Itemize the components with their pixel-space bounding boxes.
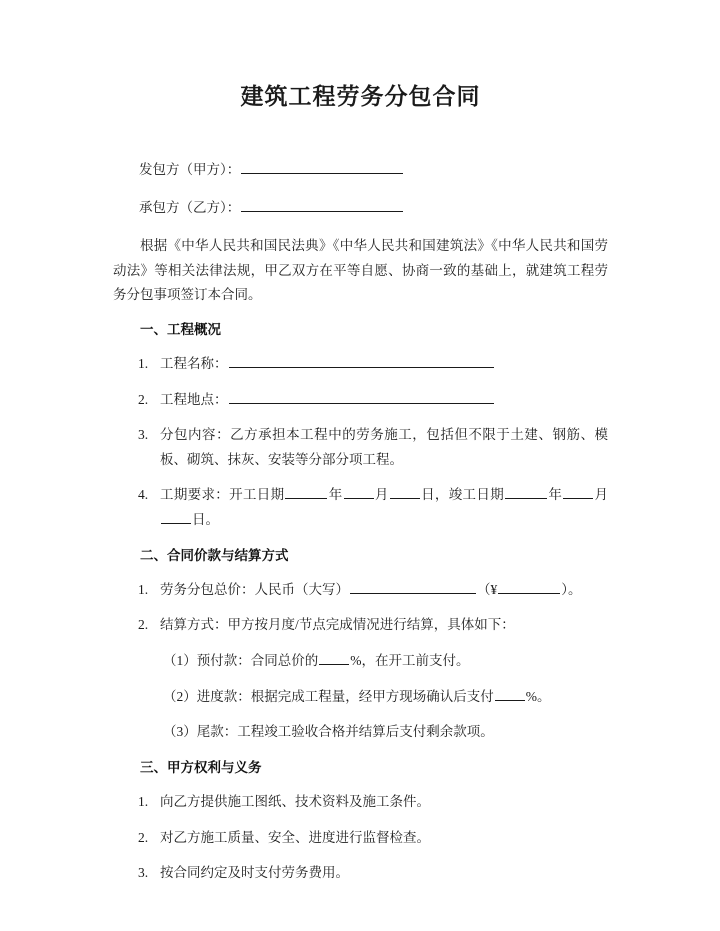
item-text [160,352,608,377]
list-item-party-a-duty-2 [113,826,608,851]
item-text [160,578,608,603]
end-year-blank[interactable] [505,486,547,500]
list-item-settlement-method [113,613,608,638]
section-heading-3: 三、甲方权利与义务 [140,759,262,775]
preamble-paragraph: 根据《中华人民共和国民法典》《中华人民共和国建筑法》《中华人民共和国劳动法》等相关法律法规，甲乙双方在平等自愿、协商一致的基础上，就建筑工程劳务分包事项签订本合同。 [113,238,608,303]
list-item-party-a-duty-1 [113,790,608,815]
item-number: 3. [138,427,149,443]
price-capital-blank[interactable] [350,580,476,594]
price-amount-blank[interactable] [498,580,560,594]
section-heading-1: 一、工程概况 [140,321,221,337]
advance-percent-blank[interactable] [319,651,349,665]
start-month-unit: 月 [374,487,389,503]
list-item-project-location [113,388,608,413]
list-item-total-price [113,578,608,603]
end-month-blank[interactable] [563,486,593,500]
field-blank-project-name[interactable] [229,354,494,368]
field-label-project-name: 工程名称： [160,356,228,372]
party-blank-b[interactable] [241,198,403,212]
party-line-b [113,197,608,219]
item-number: 1. [138,793,149,809]
party-label-a: 发包方（甲方）： [139,162,241,177]
start-day-blank[interactable] [390,486,420,500]
sub-item-advance-payment [113,649,608,674]
item-number: 4. [138,487,149,503]
price-suffix: ）。 [561,581,582,597]
advance-suffix: %，在开工前支付。 [350,652,470,668]
progress-prefix: （2）进度款：根据完成工程量，经甲方现场确认后支付 [163,688,494,704]
schedule-prefix: 工期要求：开工日期 [160,487,285,503]
field-label-project-location: 工程地点： [160,391,228,407]
list-item-project-name [113,352,608,377]
item-number: 2. [138,829,149,845]
item-text [160,388,608,413]
start-month-blank[interactable] [344,486,374,500]
progress-percent-blank[interactable] [495,687,525,701]
price-mid: （¥ [477,581,498,597]
list-item-party-a-duty-3 [113,861,608,886]
start-year-unit: 年 [328,487,343,503]
list-item-schedule [113,483,608,532]
sub-item-progress-payment [113,685,608,710]
item-number: 1. [138,356,149,372]
item-text: 分包内容：乙方承担本工程中的劳务施工，包括但不限于土建、钢筋、模板、砌筑、抹灰、安装等分部分项工程。 [160,427,608,467]
section-heading-2: 二、合同价款与结算方式 [140,547,289,563]
party-blank-a[interactable] [241,160,403,174]
party-label-b: 承包方（乙方）： [139,199,241,215]
field-blank-project-location[interactable] [229,390,494,404]
parties-block [113,159,608,218]
item-number: 2. [138,391,149,407]
item-text: 对乙方施工质量、安全、进度进行监督检查。 [160,829,430,845]
end-year-unit: 年 [548,487,563,503]
page-title: 建筑工程劳务分包合同 [240,84,481,109]
item-text: 按合同约定及时支付劳务费用。 [160,865,349,881]
item-text: 结算方式：甲方按月度/节点完成情况进行结算，具体如下： [160,617,515,633]
end-day-unit: 日。 [192,511,219,527]
end-month-unit: 月 [594,487,609,503]
item-number: 1. [138,581,149,597]
list-item-subcontract-scope [113,423,608,472]
price-prefix: 劳务分包总价：人民币（大写） [160,581,349,597]
item-number: 3. [138,865,149,881]
end-day-blank[interactable] [161,510,191,524]
sub-item-final-payment: （3）尾款：工程竣工验收合格并结算后支付剩余款项。 [163,724,494,740]
item-text [160,483,608,532]
start-day-unit: 日，竣工日期 [420,487,505,503]
document-body [113,0,608,897]
item-number: 2. [138,617,149,633]
progress-suffix: %。 [525,688,551,704]
item-text: 向乙方提供施工图纸、技术资料及施工条件。 [160,793,430,809]
advance-prefix: （1）预付款：合同总价的 [163,652,319,668]
party-line-a [113,159,608,181]
start-year-blank[interactable] [285,486,327,500]
